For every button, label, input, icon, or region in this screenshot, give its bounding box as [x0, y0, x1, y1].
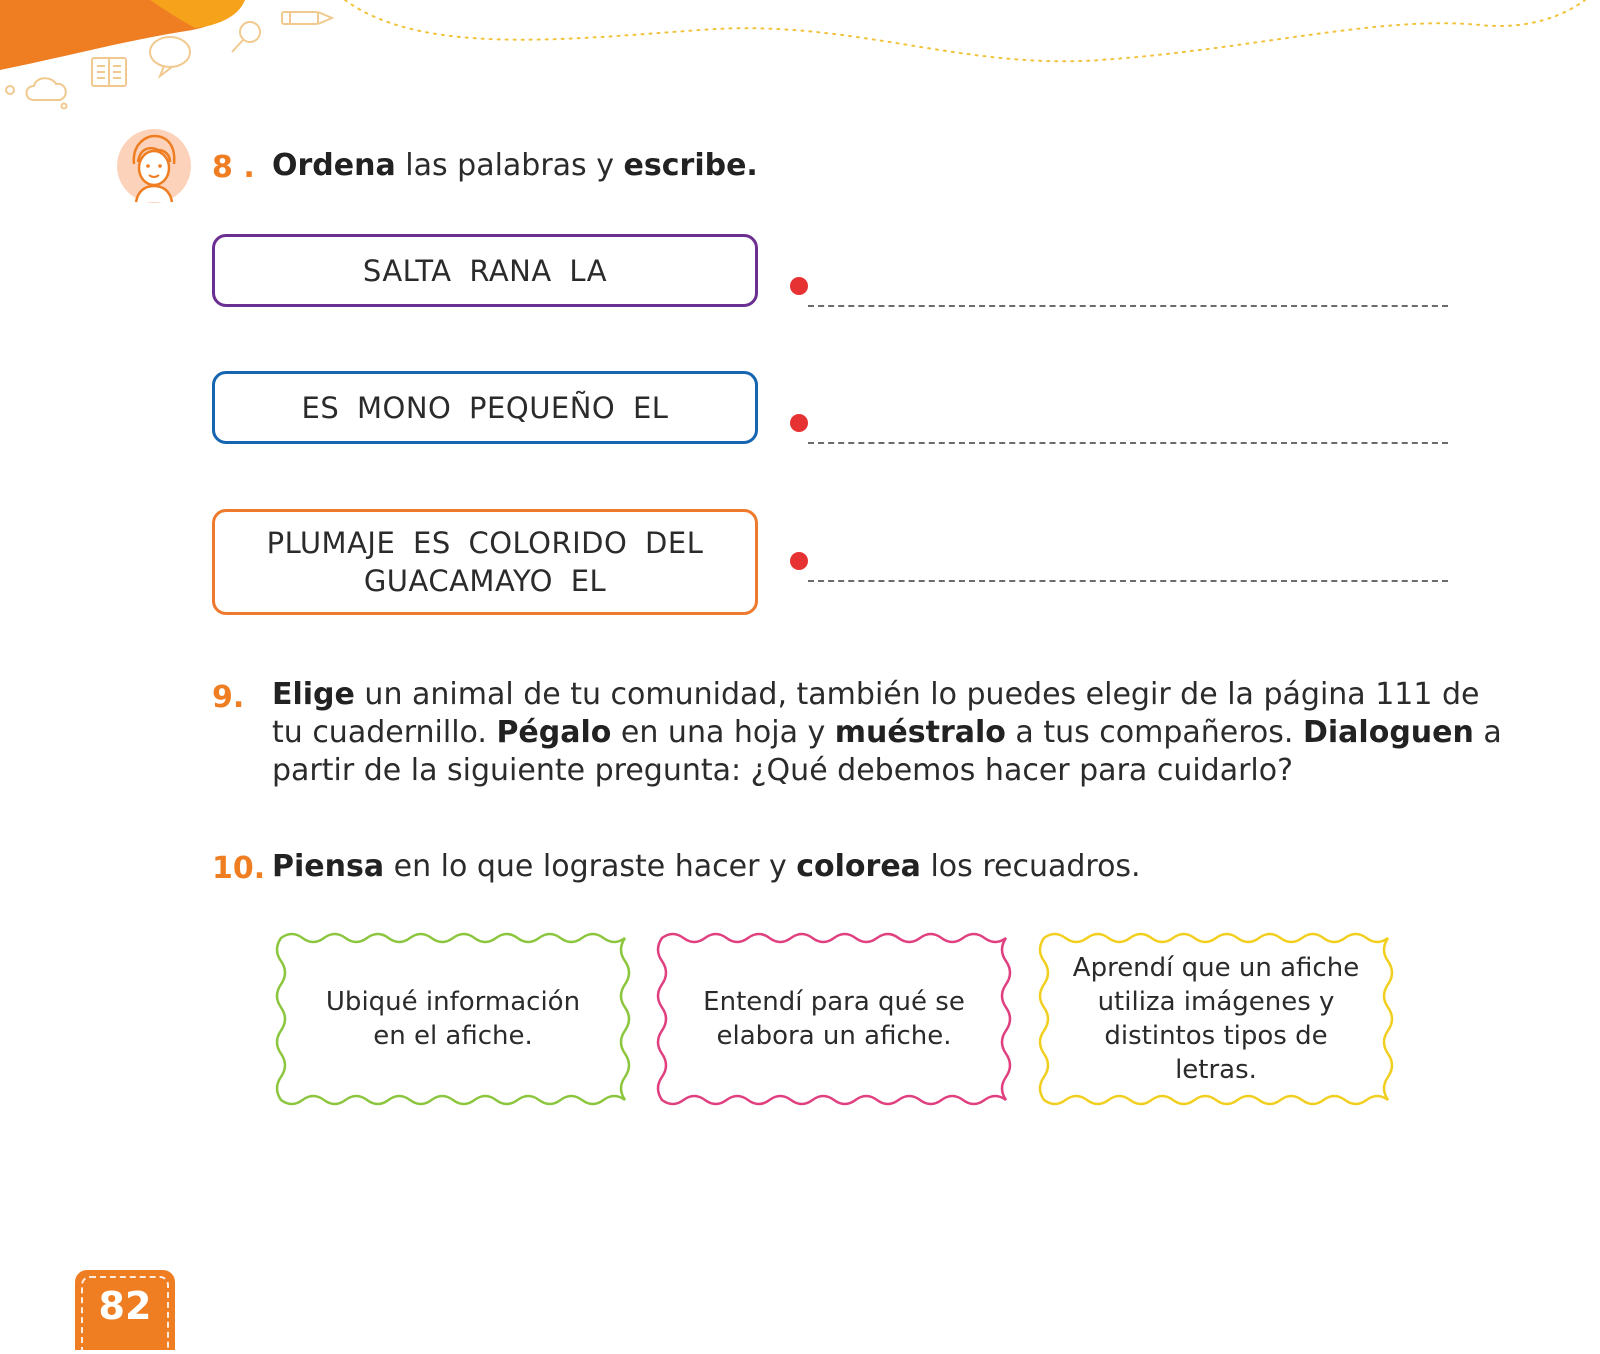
exercise-9-line-2	[272, 714, 1502, 752]
pencil-icon	[282, 12, 332, 24]
instruction-verb-ordena: Ordena	[272, 148, 396, 183]
answer-line-1[interactable]	[808, 305, 1448, 307]
exercise-9-line-3: partir de la siguiente pregunta: ¿Qué debemos hacer para cuidarlo?	[272, 753, 1294, 788]
eval-text-line1: Aprendí que un afiche	[1072, 953, 1360, 983]
eval-text-line1: Ubiqué información	[325, 987, 581, 1017]
scrambled-words: ES MONO PEQUEÑO EL	[301, 390, 669, 425]
verb-pegalo: Pégalo	[496, 715, 612, 750]
verb-elige: Elige	[272, 677, 355, 712]
text: a tus compañeros.	[1005, 715, 1303, 750]
verb-muestralo: muéstralo	[834, 715, 1006, 750]
exercise-10-instruction	[272, 848, 1141, 886]
eval-text-line2: utiliza imágenes y	[1097, 987, 1335, 1017]
text: en lo que lograste hacer y	[384, 849, 797, 884]
exercise-8-number: 8 .	[212, 150, 255, 185]
page-number-tab	[75, 1270, 175, 1350]
girl-avatar-icon	[116, 128, 192, 204]
word-box-1	[212, 234, 758, 307]
text: los recuadros.	[920, 849, 1141, 884]
text: tu cuadernillo.	[272, 715, 497, 750]
scrambled-words-line1: PLUMAJE ES COLORIDO DEL	[266, 526, 704, 560]
exercise-9-number: 9.	[212, 680, 245, 715]
answer-line-2[interactable]	[808, 442, 1448, 444]
eval-box-2[interactable]	[656, 932, 1012, 1106]
exercise-10-number: 10.	[212, 851, 266, 886]
cloud-icon	[6, 78, 67, 108]
header-decoration	[0, 0, 1600, 120]
verb-piensa: Piensa	[272, 849, 385, 884]
exercise-9-line-1	[272, 676, 1480, 714]
eval-box-3[interactable]	[1038, 932, 1394, 1106]
instruction-mid: las palabras y	[395, 148, 624, 183]
eval-text-line1: Entendí para qué se	[703, 987, 965, 1017]
text: a	[1473, 715, 1502, 750]
scrambled-words: SALTA RANA LA	[362, 253, 608, 288]
bullet-dot	[790, 277, 808, 295]
instruction-verb-escribe: escribe.	[623, 148, 758, 183]
speech-bubble-icon	[150, 37, 190, 76]
bullet-dot	[790, 414, 808, 432]
verb-dialoguen: Dialoguen	[1303, 715, 1474, 750]
word-box-3	[212, 509, 758, 615]
verb-colorea: colorea	[796, 849, 921, 884]
eval-text-line3: distintos tipos de letras.	[1104, 1021, 1328, 1085]
text: en una hoja y	[611, 715, 835, 750]
exercise-8-instruction	[272, 147, 758, 185]
answer-line-3[interactable]	[808, 580, 1448, 582]
eval-text-line2: en el afiche.	[373, 1021, 533, 1051]
dotted-wave	[345, 0, 1585, 61]
page-number: 82	[98, 1284, 152, 1328]
eval-box-1[interactable]	[275, 932, 631, 1106]
bullet-dot	[790, 552, 808, 570]
scrambled-words-line2: GUACAMAYO EL	[363, 564, 607, 598]
text: un animal de tu comunidad, también lo puedes elegir de la página 111 de	[354, 677, 1480, 712]
book-icon	[92, 58, 126, 86]
magnifier-icon	[232, 22, 260, 52]
word-box-2	[212, 371, 758, 444]
eval-text-line2: elabora un afiche.	[716, 1021, 952, 1051]
